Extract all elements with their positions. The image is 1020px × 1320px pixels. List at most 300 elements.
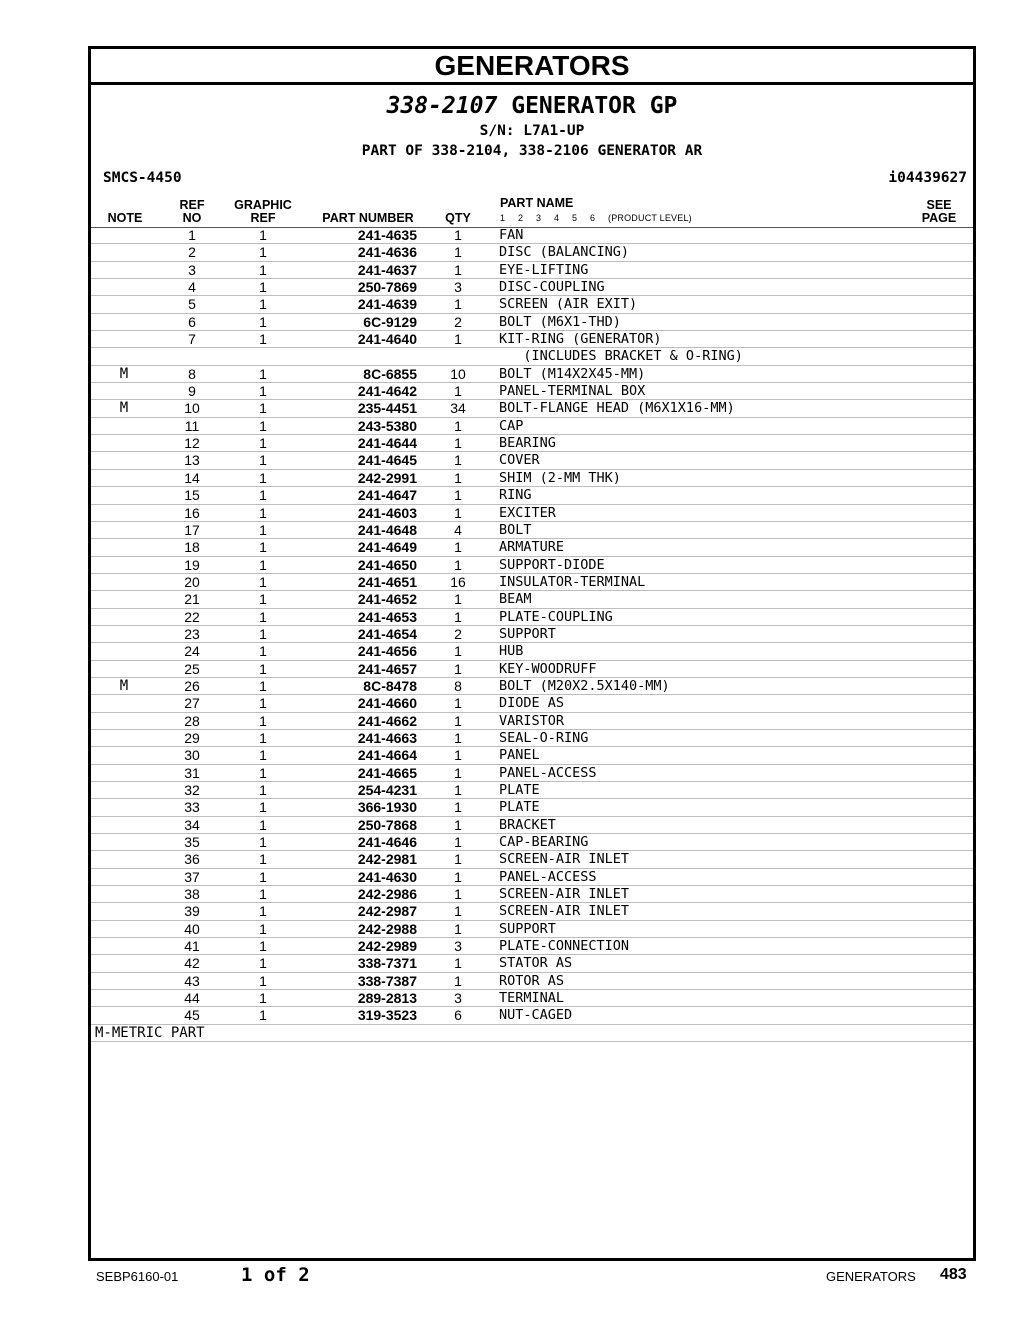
row-graphic-ref: 1 [259,435,267,452]
level-6: 6 [590,213,596,223]
row-part-number: 241-4635 [357,227,417,243]
table-row [91,695,973,712]
row-part-name: PANEL-TERMINAL BOX [499,383,646,400]
row-part-number: 241-4663 [357,729,417,746]
col-note: NOTE [107,211,143,225]
row-part-number: 241-4653 [357,608,417,625]
row-part-number: 241-4640 [357,331,417,348]
row-part-name: BOLT (M14X2X45-MM) [499,365,646,382]
row-ref-no: 26 [184,677,200,694]
row-qty: 10 [450,365,466,382]
row-part-name: ROTOR AS [499,972,565,989]
row-part-name: KIT-RING (GENERATOR) [499,331,662,348]
row-part-number: 289-2813 [357,990,417,1007]
row-part-name: BEARING [499,435,556,452]
col-part-number: PART NUMBER [322,211,414,225]
table-row [91,452,973,469]
row-part-name: FAN [499,227,524,243]
group-title [91,93,973,119]
row-part-name: SCREEN-AIR INLET [499,903,630,920]
row-qty: 1 [454,469,462,486]
row-part-name: PLATE-CONNECTION [499,938,630,955]
row-graphic-ref: 1 [259,747,267,764]
table-row [91,851,973,868]
row-ref-no: 1 [188,227,196,243]
smcs-code: SMCS-4450 [103,170,182,186]
row-graphic-ref: 1 [259,296,267,313]
row-ref-no: 15 [184,487,200,504]
row-part-number: 242-2987 [357,903,417,920]
row-ref-no: 31 [184,764,200,781]
parts-page-frame [88,46,976,1261]
row-part-name: BOLT (M20X2.5X140-MM) [499,677,670,694]
row-graphic-ref: 1 [259,660,267,677]
row-ref-no: 11 [184,417,200,434]
row-ref-no: 28 [184,712,200,729]
row-part-number: 241-4656 [357,643,417,660]
row-ref-no: 36 [184,851,200,868]
row-ref-no: 33 [184,799,200,816]
col-see-bottom: PAGE [921,211,957,225]
row-part-number: 241-4642 [357,383,417,400]
row-part-number: 241-4630 [357,868,417,885]
row-qty: 1 [454,764,462,781]
footnote-row [91,1025,973,1042]
row-part-name: EYE-LIFTING [499,261,589,278]
table-row [91,244,973,261]
row-part-name: BEAM [499,591,532,608]
table-row [91,227,973,244]
row-graphic-ref: 1 [259,244,267,261]
table-row [91,921,973,938]
row-part-name: PANEL [499,747,540,764]
row-part-number: 241-4648 [357,521,417,538]
table-row [91,505,973,522]
row-graphic-ref: 1 [259,729,267,746]
row-qty: 1 [454,296,462,313]
table-row [91,418,973,435]
row-qty: 1 [454,747,462,764]
row-qty: 1 [454,834,462,851]
row-part-number: 241-4665 [357,764,417,781]
product-levels [500,213,692,223]
level-3: 3 [536,213,542,223]
row-ref-no: 32 [184,782,200,798]
row-ref-no: 42 [184,955,200,972]
row-part-number: 241-4647 [357,487,417,504]
level-4: 4 [554,213,560,223]
row-qty: 34 [450,400,466,417]
row-part-number: 235-4451 [357,400,417,417]
row-qty: 6 [454,1007,462,1024]
row-part-name: INSULATOR-TERMINAL [499,573,646,590]
row-ref-no: 25 [184,660,200,677]
row-graphic-ref: 1 [259,695,267,712]
group-name: GENERATOR GP [511,93,678,119]
row-qty: 1 [454,331,462,348]
row-ref-no: 21 [184,591,200,608]
row-qty: 1 [454,452,462,469]
product-level-label: (PRODUCT LEVEL) [608,213,692,223]
row-graphic-ref: 1 [259,383,267,400]
row-graphic-ref: 1 [259,712,267,729]
row-ref-no: 38 [184,886,200,903]
footer-page-number: 483 [940,1266,967,1283]
row-ref-no: 3 [188,261,196,278]
row-part-number: 366-1930 [357,799,417,816]
table-row [91,470,973,487]
row-part-name: PANEL-ACCESS [499,764,597,781]
row-part-name: NUT-CAGED [499,1007,573,1024]
row-ref-no: 40 [184,920,200,937]
row-part-number: 241-4649 [357,539,417,556]
row-part-name: RING [499,487,532,504]
row-part-name: BOLT [499,521,532,538]
table-row [91,938,973,955]
row-part-number: 250-7869 [357,279,417,296]
row-qty: 1 [454,383,462,400]
row-part-number: 243-5380 [357,417,417,434]
row-part-name: KEY-WOODRUFF [499,660,597,677]
row-part-number: 241-4650 [357,556,417,573]
row-ref-no: 2 [188,244,196,261]
row-part-name: HUB [499,643,524,660]
row-graphic-ref: 1 [259,799,267,816]
row-graphic-ref: 1 [259,279,267,296]
row-part-number: 338-7387 [357,972,417,989]
row-part-number: 250-7868 [357,816,417,833]
row-graphic-ref: 1 [259,452,267,469]
row-graphic-ref: 1 [259,816,267,833]
row-ref-no: 10 [184,400,200,417]
table-row [91,765,973,782]
row-part-number: 241-4662 [357,712,417,729]
table-row [91,609,973,626]
row-part-name: SEAL-O-RING [499,729,589,746]
row-graphic-ref: 1 [259,972,267,989]
level-2: 2 [518,213,524,223]
row-graphic-ref: 1 [259,625,267,642]
table-row [91,1007,973,1024]
col-qty: QTY [445,211,471,225]
row-note: M [119,365,129,382]
section-title: GENERATORS [91,49,973,85]
row-part-name: COVER [499,452,540,469]
table-row [91,296,973,313]
col-see-top: SEE [926,198,952,212]
table-row [91,383,973,400]
row-part-name: PLATE [499,799,540,816]
row-qty: 1 [454,851,462,868]
row-ref-no: 4 [188,279,196,296]
row-part-name: SUPPORT-DIODE [499,556,605,573]
row-part-name: ARMATURE [499,539,565,556]
row-graphic-ref: 1 [259,261,267,278]
row-part-number: 338-7371 [357,955,417,972]
row-part-name: DIODE AS [499,695,565,712]
table-row [91,730,973,747]
row-part-number: 241-4646 [357,834,417,851]
row-note: M [119,677,129,694]
table-row [91,886,973,903]
row-part-number: 241-4651 [357,573,417,590]
row-graphic-ref: 1 [259,521,267,538]
row-ref-no: 9 [188,383,196,400]
row-part-name: SCREEN (AIR EXIT) [499,296,638,313]
row-part-number: 241-4660 [357,695,417,712]
row-graphic-ref: 1 [259,417,267,434]
row-graphic-ref: 1 [259,487,267,504]
table-row [91,522,973,539]
table-row [91,834,973,851]
row-qty: 1 [454,504,462,521]
row-part-name: DISC-COUPLING [499,279,605,296]
row-graphic-ref: 1 [259,331,267,348]
row-graphic-ref: 1 [259,782,267,798]
row-ref-no: 44 [184,990,200,1007]
row-qty: 1 [454,903,462,920]
row-qty: 2 [454,313,462,330]
row-graphic-ref: 1 [259,591,267,608]
row-qty: 1 [454,886,462,903]
table-row [91,713,973,730]
table-row [91,799,973,816]
row-graphic-ref: 1 [259,573,267,590]
row-ref-no: 18 [184,539,200,556]
table-row [91,955,973,972]
row-graphic-ref: 1 [259,400,267,417]
row-note: M [119,400,129,417]
row-graphic-ref: 1 [259,886,267,903]
row-ref-no: 19 [184,556,200,573]
row-graphic-ref: 1 [259,504,267,521]
row-graphic-ref: 1 [259,955,267,972]
row-graphic-ref: 1 [259,868,267,885]
row-qty: 4 [454,521,462,538]
row-part-number: 242-2981 [357,851,417,868]
row-qty: 1 [454,244,462,261]
row-part-number: 241-4652 [357,591,417,608]
row-ref-no: 34 [184,816,200,833]
row-ref-no: 41 [184,938,200,955]
row-part-name: BOLT (M6X1-THD) [499,313,621,330]
table-row [91,626,973,643]
row-qty: 1 [454,868,462,885]
row-qty: 1 [454,695,462,712]
col-graphic-bottom: REF [250,211,276,225]
row-part-number: 241-4603 [357,504,417,521]
row-qty: 2 [454,625,462,642]
row-part-number: 241-4637 [357,261,417,278]
table-row [91,348,973,365]
row-ref-no: 13 [184,452,200,469]
table-row [91,782,973,799]
col-ref-bottom: NO [182,211,202,225]
level-5: 5 [572,213,578,223]
row-part-number: 241-4664 [357,747,417,764]
col-graphic-top: GRAPHIC [234,198,292,212]
row-part-number: 8C-8478 [363,677,417,694]
row-graphic-ref: 1 [259,643,267,660]
row-qty: 1 [454,487,462,504]
row-part-name: SCREEN-AIR INLET [499,851,630,868]
row-ref-no: 37 [184,868,200,885]
row-ref-no: 22 [184,608,200,625]
row-ref-no: 5 [188,296,196,313]
table-row [91,591,973,608]
row-ref-no: 27 [184,695,200,712]
row-qty: 1 [454,955,462,972]
row-part-name: (INCLUDES BRACKET & O-RING) [499,348,743,365]
row-qty: 3 [454,279,462,296]
row-qty: 1 [454,591,462,608]
row-ref-no: 12 [184,435,200,452]
row-part-name: SUPPORT [499,625,556,642]
table-row [91,366,973,383]
row-qty: 1 [454,608,462,625]
row-ref-no: 29 [184,729,200,746]
table-row [91,262,973,279]
row-qty: 1 [454,799,462,816]
table-row [91,487,973,504]
col-part-name: PART NAME [500,196,574,210]
row-ref-no: 20 [184,573,200,590]
row-qty: 1 [454,782,462,798]
row-ref-no: 35 [184,834,200,851]
col-ref-top: REF [179,198,205,212]
table-row [91,643,973,660]
row-qty: 1 [454,920,462,937]
row-graphic-ref: 1 [259,903,267,920]
group-number: 338-2107 [386,93,498,119]
row-ref-no: 6 [188,313,196,330]
row-part-number: 241-4654 [357,625,417,642]
row-qty: 3 [454,990,462,1007]
table-row [91,973,973,990]
row-graphic-ref: 1 [259,834,267,851]
table-row [91,331,973,348]
row-part-name: PLATE [499,782,540,798]
table-row [91,869,973,886]
row-graphic-ref: 1 [259,469,267,486]
row-graphic-ref: 1 [259,938,267,955]
row-graphic-ref: 1 [259,365,267,382]
row-ref-no: 8 [188,365,196,382]
row-part-number: 241-4639 [357,296,417,313]
row-graphic-ref: 1 [259,608,267,625]
row-part-name: PANEL-ACCESS [499,868,597,885]
row-qty: 1 [454,261,462,278]
metric-footnote: M-METRIC PART [95,1024,205,1041]
row-qty: 8 [454,677,462,694]
row-ref-no: 7 [188,331,196,348]
row-qty: 16 [450,573,466,590]
row-part-number: 241-4636 [357,244,417,261]
row-qty: 1 [454,643,462,660]
footer-section: GENERATORS [826,1269,916,1284]
row-part-name: DISC (BALANCING) [499,244,630,261]
row-part-name: BRACKET [499,816,556,833]
row-graphic-ref: 1 [259,227,267,243]
row-part-number: 6C-9129 [363,313,417,330]
table-row [91,574,973,591]
row-part-number: 254-4231 [357,782,417,798]
row-part-number: 242-2986 [357,886,417,903]
row-qty: 1 [454,556,462,573]
row-ref-no: 30 [184,747,200,764]
row-graphic-ref: 1 [259,990,267,1007]
row-part-number: 241-4657 [357,660,417,677]
row-ref-no: 39 [184,903,200,920]
part-of-line: PART OF 338-2104, 338-2106 GENERATOR AR [361,143,703,159]
row-part-number: 241-4644 [357,435,417,452]
row-part-name: CAP-BEARING [499,834,589,851]
table-row [91,747,973,764]
row-ref-no: 45 [184,1007,200,1024]
table-row [91,678,973,695]
row-ref-no: 23 [184,625,200,642]
row-part-name: EXCITER [499,504,556,521]
row-qty: 1 [454,660,462,677]
table-row [91,400,973,417]
footer-doc-code: SEBP6160-01 [96,1269,179,1284]
row-ref-no: 17 [184,521,200,538]
table-row [91,817,973,834]
table-row [91,539,973,556]
level-1: 1 [500,213,506,223]
table-row [91,279,973,296]
row-part-name: SUPPORT [499,920,556,937]
row-qty: 1 [454,712,462,729]
row-qty: 3 [454,938,462,955]
row-part-number: 319-3523 [357,1007,417,1024]
table-row [91,435,973,452]
parts-table [91,227,973,1042]
row-qty: 1 [454,816,462,833]
row-qty: 1 [454,227,462,243]
row-part-name: STATOR AS [499,955,573,972]
row-part-name: SCREEN-AIR INLET [499,886,630,903]
row-part-name: CAP [499,417,524,434]
row-part-number: 242-2991 [357,469,417,486]
row-part-name: PLATE-COUPLING [499,608,613,625]
row-graphic-ref: 1 [259,851,267,868]
table-row [91,903,973,920]
row-qty: 1 [454,729,462,746]
row-ref-no: 24 [184,643,200,660]
row-part-number: 8C-6855 [363,365,417,382]
row-graphic-ref: 1 [259,539,267,556]
row-ref-no: 14 [184,469,200,486]
row-qty: 1 [454,435,462,452]
row-ref-no: 16 [184,504,200,521]
row-graphic-ref: 1 [259,556,267,573]
row-part-name: BOLT-FLANGE HEAD (M6X1X16-MM) [499,400,735,417]
table-row [91,557,973,574]
row-qty: 1 [454,417,462,434]
row-part-number: 242-2989 [357,938,417,955]
row-qty: 1 [454,972,462,989]
document-id: i04439627 [888,170,967,186]
table-row [91,990,973,1007]
table-row [91,661,973,678]
table-row [91,314,973,331]
row-graphic-ref: 1 [259,677,267,694]
footer-page-of: 1 of 2 [241,1264,310,1286]
row-ref-no: 43 [184,972,200,989]
row-part-name: TERMINAL [499,990,565,1007]
row-part-number: 242-2988 [357,920,417,937]
